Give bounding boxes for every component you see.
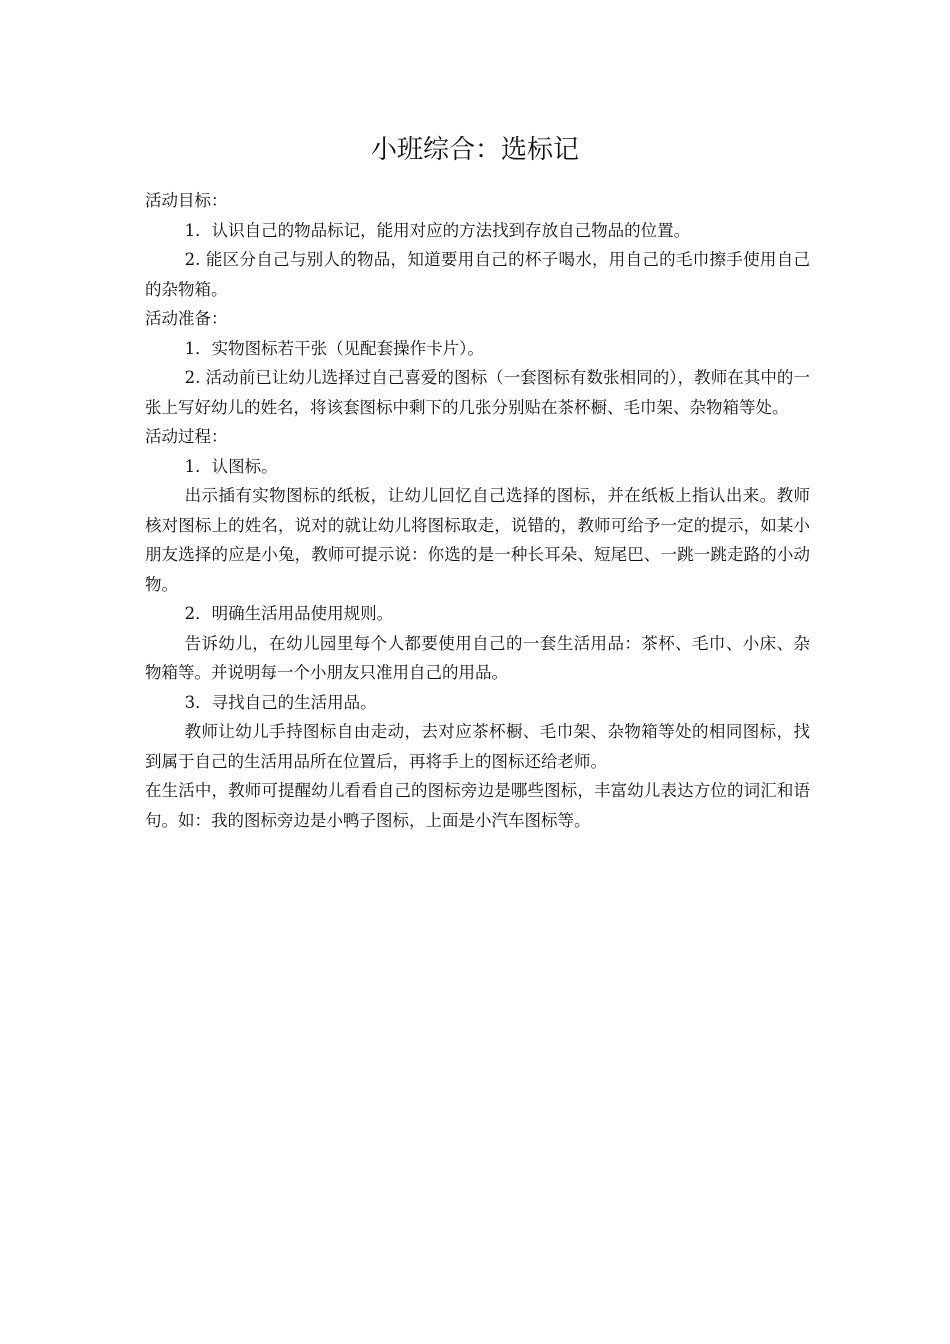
goal-heading: 活动目标： bbox=[145, 191, 228, 210]
process-step-2-text: 告诉幼儿，在幼儿园里每个人都要使用自己的一套生活用品：茶杯、毛巾、小床、杂物箱等。并说明每一个小朋友只准用自己的用品。 bbox=[145, 633, 810, 682]
extension-text: 在生活中，教师可提醒幼儿看看自己的图标旁边是哪些图标，丰富幼儿表达方位的词汇和语句。如：我的图标旁边是小鸭子图标，上面是小汽车图标等。 bbox=[145, 781, 810, 830]
document-body bbox=[145, 186, 810, 835]
process-step-1-text: 出示插有实物图标的纸板，让幼儿回忆自己选择的图标，并在纸板上指认出来。教师核对图标上的姓名，说对的就让幼儿将图标取走，说错的，教师可给予一定的提示，如某小朋友选择的应是小兔，教师可提示说：你选的是一种长耳朵、短尾巴、一跳一跳走路的小动物。 bbox=[145, 486, 810, 594]
process-step-1-title: 1．认图标。 bbox=[184, 456, 278, 476]
prep-item-2: 2. 活动前已让幼儿选择过自己喜爱的图标（一套图标有数张相同的），教师在其中的一张上写好幼儿的姓名，将该套图标中剩下的几张分别贴在茶杯橱、毛巾架、杂物箱等处。 bbox=[145, 368, 810, 417]
process-heading: 活动过程： bbox=[145, 427, 228, 446]
document-title: 小班综合：选标记 bbox=[370, 135, 579, 165]
process-step-2-title: 2．明确生活用品使用规则。 bbox=[184, 604, 394, 623]
goal-item-1: 1．认识自己的物品标记，能用对应的方法找到存放自己物品的位置。 bbox=[184, 220, 691, 240]
process-step-3-title: 3．寻找自己的生活用品。 bbox=[184, 692, 377, 712]
prep-heading: 活动准备： bbox=[145, 309, 228, 328]
goal-item-2: 2. 能区分自己与别人的物品，知道要用自己的杯子喝水，用自己的毛巾擦手使用自己的杂物箱。 bbox=[145, 250, 810, 299]
prep-item-1: 1．实物图标若干张（见配套操作卡片）。 bbox=[184, 338, 484, 358]
process-step-3-text: 教师让幼儿手持图标自由走动，去对应茶杯橱、毛巾架、杂物箱等处的相同图标，找到属于自己的生活用品所在位置后，再将手上的图标还给老师。 bbox=[145, 722, 810, 771]
